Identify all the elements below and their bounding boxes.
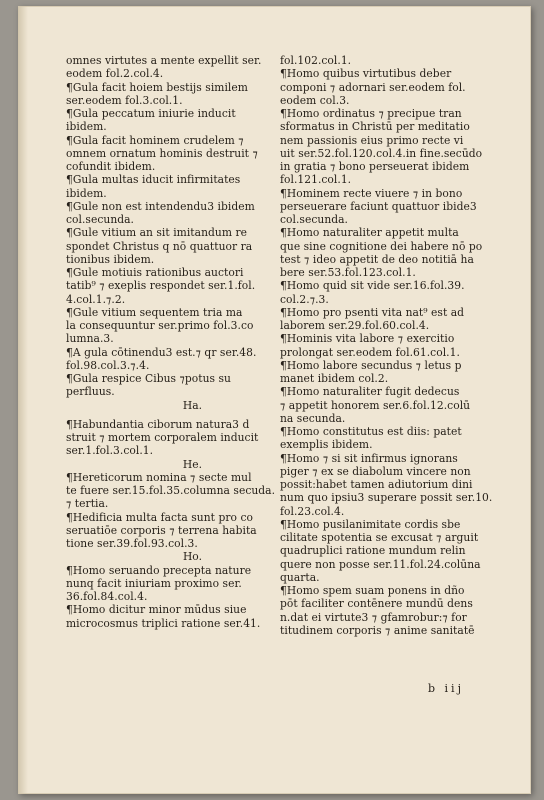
- text-line: ibidem.: [66, 186, 107, 200]
- text-line: omnes virtutes a mente expellit ser.: [66, 54, 262, 67]
- text-line: ¶Gule motiuis rationibus auctori: [66, 266, 244, 279]
- text-line: bere ser.53.fol.123.col.1.: [280, 266, 416, 279]
- text-line: ¶Homo labore secundus ⁊ letus p: [280, 358, 462, 372]
- text-line: possit:habet tamen adiutorium dini: [280, 478, 473, 491]
- text-line: laborem ser.29.fol.60.col.4.: [280, 319, 430, 332]
- text-line: ¶Homo naturaliter appetit multa: [280, 226, 459, 240]
- text-line: ¶Homo naturaliter fugit dedecus: [280, 385, 460, 399]
- text-line: ¶Hominem recte viuere ⁊ in bono: [280, 186, 463, 200]
- text-line: eodem fol.2.col.4.: [66, 67, 164, 81]
- text-line: exemplis ibidem.: [280, 438, 373, 452]
- text-line: que sine cognitione dei habere nō po: [280, 239, 483, 253]
- text-line: omnem ornatum hominis destruit ⁊: [66, 146, 258, 160]
- section-heading: Ho.: [182, 550, 203, 564]
- signature-mark: b iij: [428, 682, 464, 695]
- text-line: spondet Christus q nō quattuor ra: [66, 239, 253, 253]
- text-line: titudinem corporis ⁊ anime sanitatē: [280, 623, 475, 637]
- text-line: 4.col.1.⁊.2.: [66, 292, 126, 306]
- book-page: [18, 6, 531, 794]
- text-line: ibidem.: [66, 120, 107, 134]
- text-line: ¶Gula multas iducit infirmitates: [66, 173, 241, 187]
- text-line: tione ser.39.fol.93.col.3.: [66, 537, 198, 550]
- text-line: ¶Gula respice Cibus ⁊potus su: [66, 372, 231, 385]
- text-line: ¶Gule vitium sequentem tria ma: [66, 305, 243, 319]
- text-line: sformatus in Christū per meditatio: [280, 120, 470, 134]
- text-line: ser.eodem fol.3.col.1.: [66, 93, 183, 107]
- section-heading: He.: [182, 457, 203, 471]
- text-line: test ⁊ ideo appetit de deo notitiā ha: [280, 252, 474, 266]
- text-line: componi ⁊ adornari ser.eodem fol.: [280, 80, 466, 94]
- left-column: [66, 54, 291, 630]
- text-line: ¶Gula facit hoiem bestijs similem: [66, 80, 248, 94]
- text-line: fol.98.col.3.⁊.4.: [66, 358, 150, 372]
- text-line: ¶Gula facit hominem crudelem ⁊: [66, 133, 244, 147]
- text-line: perfluus.: [66, 385, 115, 399]
- text-line: ¶Homo ⁊ si sit infirmus ignorans: [280, 451, 458, 465]
- text-line: piger ⁊ ex se diabolum vincere non: [280, 464, 471, 478]
- text-line: ¶Homo pusilanimitate cordis sbe: [280, 517, 461, 531]
- text-line: cilitate spotentia se excusat ⁊ arguit: [280, 531, 479, 544]
- text-line: struit ⁊ mortem corporalem inducit: [66, 431, 259, 444]
- text-line: microcosmus triplici ratione ser.41.: [66, 616, 261, 630]
- section-heading: Ha.: [182, 398, 203, 412]
- text-line: ¶Gule non est intendendu3 ibidem: [66, 199, 255, 213]
- text-line: nem passionis eius primo recte vi: [280, 133, 464, 147]
- text-line: ¶A gula cōtinendu3 est.⁊ qr ser.48.: [66, 345, 257, 359]
- text-line: ⁊ tertia.: [66, 497, 109, 511]
- text-line: na secunda.: [280, 411, 346, 425]
- text-line: ¶Homo seruando precepta nature: [66, 563, 252, 577]
- text-line: te fuere ser.15.fol.35.columna secuda.: [66, 484, 276, 497]
- text-line: ¶Homo spem suam ponens in dño: [280, 584, 465, 597]
- text-line: ¶Hereticorum nomina ⁊ secte mul: [66, 470, 252, 484]
- text-line: ¶Homo constitutus est diis: patet: [280, 425, 462, 438]
- text-line: ¶Homo quid sit vide ser.16.fol.39.: [280, 279, 465, 293]
- text-line: uit ser.52.fol.120.col.4.in fine.secūdo: [280, 146, 483, 160]
- text-line: ¶Homo dicitur minor mūdus siue: [66, 603, 247, 617]
- text-line: col.secunda.: [280, 213, 349, 226]
- text-line: in gratia ⁊ bono perseuerat ibidem: [280, 160, 470, 173]
- text-line: ¶Hominis vita labore ⁊ exercitio: [280, 332, 455, 346]
- text-line: manet ibidem col.2.: [280, 372, 389, 385]
- right-column: [280, 54, 502, 637]
- text-line: ¶Homo ordinatus ⁊ precipue tran: [280, 107, 462, 120]
- text-line: ¶Gula peccatum iniurie inducit: [66, 107, 236, 120]
- text-line: quadruplici ratione mundum relin: [280, 544, 466, 558]
- text-line: col.2.⁊.3.: [280, 292, 329, 306]
- text-line: fol.121.col.1.: [280, 173, 352, 187]
- text-line: fol.102.col.1.: [280, 54, 352, 67]
- text-line: pōt faciliter contēnere mundū dens: [280, 597, 473, 611]
- text-line: seruatiōe corporis ⁊ terrena habita: [66, 523, 257, 537]
- text-line: tatib⁹ ⁊ exeplis respondet ser.1.fol.: [66, 279, 256, 293]
- text-line: lumna.3.: [66, 332, 114, 346]
- text-line: ⁊ appetit honorem ser.6.fol.12.colū: [280, 398, 471, 412]
- text-line: la consequuntur ser.primo fol.3.co: [66, 319, 254, 332]
- text-line: ¶Hedificia multa facta sunt pro co: [66, 510, 253, 524]
- text-line: tionibus ibidem.: [66, 252, 155, 266]
- text-line: eodem col.3.: [280, 93, 350, 107]
- text-line: num quo ipsiu3 superare possit ser.10.: [280, 491, 493, 505]
- text-line: ¶Homo quibus virtutibus deber: [280, 67, 452, 81]
- text-line: n.dat ei virtute3 ⁊ gfamrobur:⁊ for: [280, 610, 467, 624]
- text-line: ¶Habundantia ciborum natura3 d: [66, 417, 250, 431]
- text-line: nunq facit iniuriam proximo ser.: [66, 576, 242, 590]
- text-line: fol.23.col.4.: [280, 504, 345, 518]
- text-line: ¶Homo pro psenti vita nat⁹ est ad: [280, 305, 465, 319]
- text-line: perseuerare faciunt quattuor ibide3: [280, 199, 477, 213]
- text-line: cofundit ibidem.: [66, 160, 156, 173]
- text-line: ¶Gule vitium an sit imitandum re: [66, 226, 248, 240]
- text-line: quere non posse ser.11.fol.24.colūna: [280, 557, 481, 571]
- text-line: prolongat ser.eodem fol.61.col.1.: [280, 345, 460, 359]
- text-line: quarta.: [280, 570, 320, 584]
- text-line: 36.fol.84.col.4.: [66, 590, 148, 603]
- text-line: ser.1.fol.3.col.1.: [66, 444, 154, 458]
- text-line: col.secunda.: [66, 213, 135, 226]
